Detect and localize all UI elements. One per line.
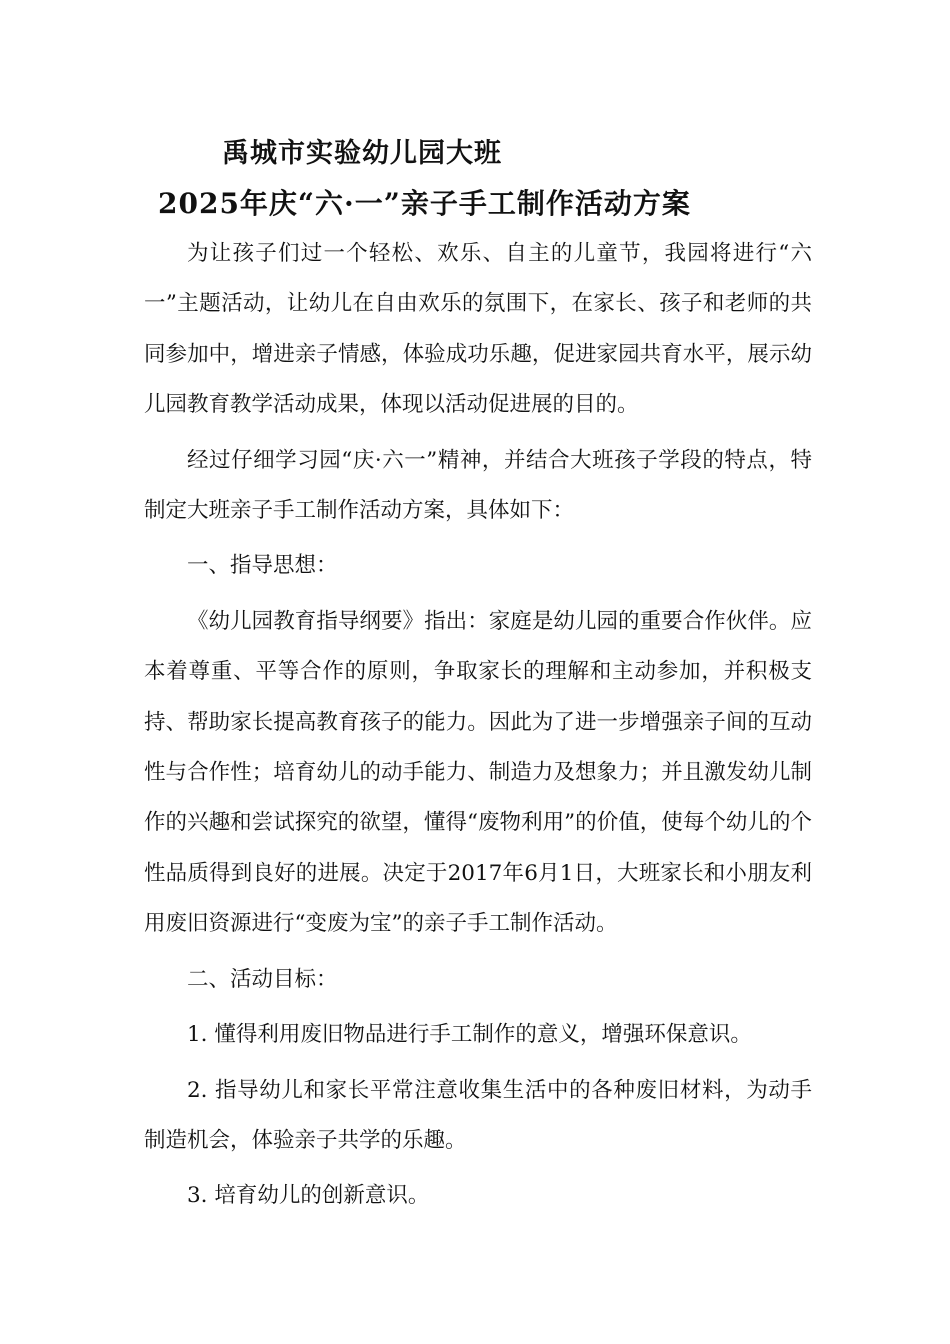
section-heading-guiding-ideology: 一、指导思想： (187, 553, 338, 579)
document-title-line2: 2025年庆“六·一”亲子手工制作活动方案 (158, 187, 691, 220)
document-body (144, 229, 812, 1222)
paragraph-plan: 经过仔细学习园“庆·六一”精神，并结合大班孩子学段的特点，特制定大班亲子手工制作活动方案，具体如下： (144, 447, 812, 524)
paragraph-intro: 为让孩子们过一个轻松、欢乐、自主的儿童节，我园将进行“六一”主题活动，让幼儿在自由欢乐的氛围下，在家长、孩子和老师的共同参加中，增进亲子情感，体验成功乐趣，促进家园共育水平，展示幼儿园教育教学活动成果，体现以活动促进展的目的。 (144, 241, 812, 418)
section-heading-activity-goals: 二、活动目标： (187, 966, 338, 992)
paragraph-guiding-ideology: 《幼儿园教育指导纲要》指出：家庭是幼儿园的重要合作伙伴。应本着尊重、平等合作的原则，争取家长的理解和主动参加，并积极支持、帮助家长提高教育孩子的能力。因此为了进一步增强亲子间的互动性与合作性；培育幼儿的动手能力、制造力及想象力；并且激发幼儿制作的兴趣和尝试探究的欲望，懂得“废物利用”的价值，使每个幼儿的个性品质得到良好的进展。决定于2017年6月1日，大班家长和小朋友利用废旧资源进行“变废为宝”的亲子手工制作活动。 (144, 608, 812, 937)
document-title-line1: 禹城市实验幼儿园大班 (222, 138, 502, 169)
goal-item-3: 3. 培育幼儿的创新意识。 (187, 1183, 430, 1209)
goal-item-1: 1. 懂得利用废旧物品进行手工制作的意义，增强环保意识。 (187, 1022, 752, 1048)
goal-item-2: 2. 指导幼儿和家长平常注意收集生活中的各种废旧材料，为动手制造机会，体验亲子共学的乐趣。 (144, 1077, 812, 1153)
